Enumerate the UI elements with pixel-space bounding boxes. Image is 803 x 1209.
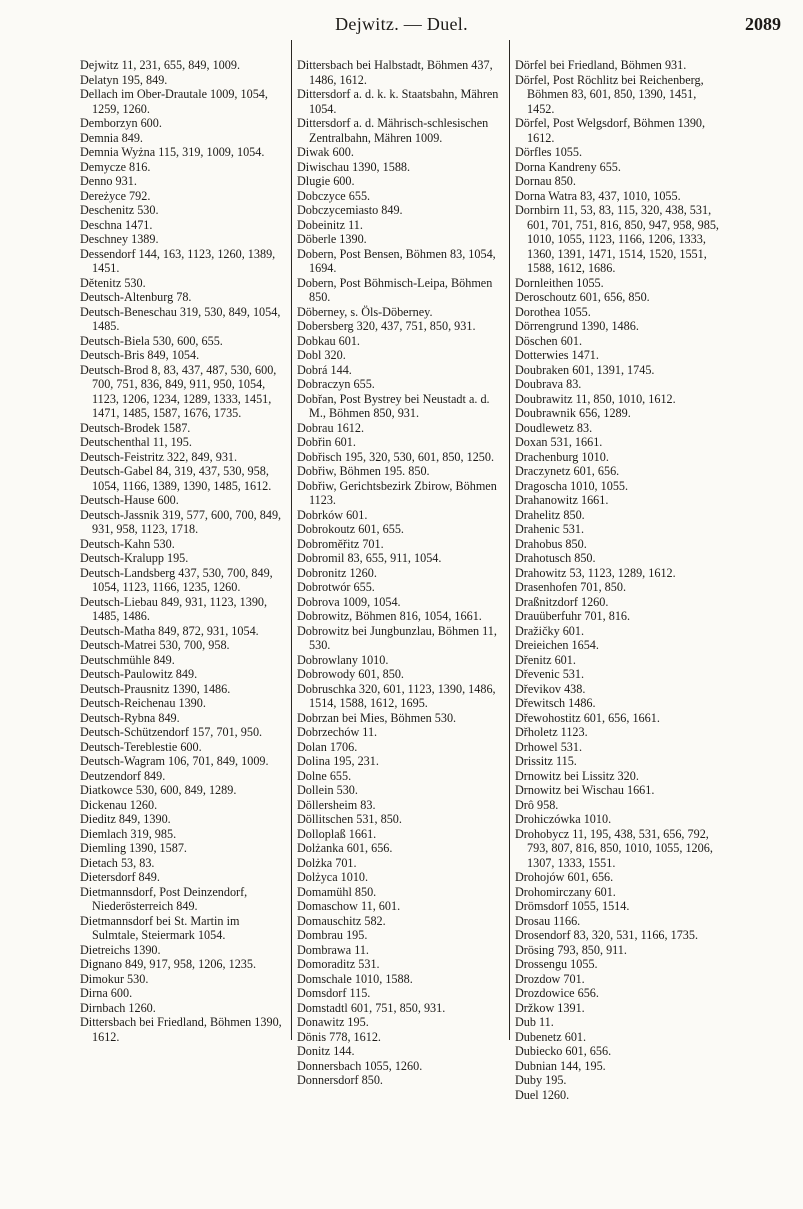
index-entry: Deutsch-Matha 849, 872, 931, 1054. [80,623,259,638]
index-entry: Deutsch-Kralupp 195. [80,551,189,565]
index-entry: Deutsch-Feistritz 322, 849, 931. [80,449,238,464]
index-entry: Drozdow 701. [515,971,585,986]
index-entry: Domauschitz 582. [297,913,386,928]
index-entry: Dřholetz 1123. [515,725,588,739]
index-entry: Demborzyn 600. [80,116,162,130]
index-entry: Dittersdorf a. d. k. k. Staatsbahn, Mähren 1054. [297,87,499,116]
index-entry: Donawitz 195. [297,1015,369,1029]
index-entry: Deutsch-Brodek 1587. [80,420,191,435]
index-entry: Drohiczówka 1010. [515,812,612,826]
index-entry: Dieditz 849, 1390. [80,812,171,826]
index-entry: Deschney 1389. [80,232,159,246]
index-entry: Drô 958. [515,797,559,812]
index-column-1 [80,58,286,1044]
index-entry: Dorna Kandreny 655. [515,159,621,174]
index-entry: Deutsch-Liebau 849, 931, 1123, 1390, 1485, 1486. [80,594,268,623]
index-entry: Dörfel, Post Welgsdorf, Böhmen 1390, 1612. [515,116,706,145]
index-entry: Dobřin 601. [297,435,356,449]
index-entry: Dlugie 600. [297,174,355,188]
index-entry: Dörfles 1055. [515,145,583,159]
index-entry: Dobrowitz bei Jungbunzlau, Böhmen 11, 530. [297,623,497,652]
index-entry: Dolloplaß 1661. [297,826,377,841]
index-entry: Drosau 1166. [515,913,581,928]
index-entry: Dubiecko 601, 656. [515,1044,612,1058]
index-entry: Diemling 1390, 1587. [80,841,187,855]
index-entry: Deutsch-Rybna 849. [80,710,180,725]
index-entry: Deutsch-Bris 849, 1054. [80,348,200,362]
index-entry: Deutzendorf 849. [80,768,166,783]
index-entry: Deutsch-Kahn 530. [80,536,175,551]
index-entry: Dřevenic 531. [515,667,585,681]
index-entry: Dobřisch 195, 320, 530, 601, 850, 1250. [297,449,495,464]
index-entry: Diwischau 1390, 1588. [297,159,411,174]
page-header [0,10,803,40]
index-entry: Dignano 849, 917, 958, 1206, 1235. [80,957,257,971]
index-entry: Dombrau 195. [297,928,368,942]
index-entry: Döllersheim 83. [297,797,376,812]
index-entry: Deutsch-Beneschau 319, 530, 849, 1054, 1485. [80,304,281,333]
index-entry: Deutsch-Paulowitz 849. [80,667,198,681]
index-entry: Dobczycemiasto 849. [297,203,403,217]
index-entry: Dolżanka 601, 656. [297,841,393,855]
index-entry: Dobrków 601. [297,507,368,522]
index-entry: Dřevikov 438. [515,681,586,696]
index-entry: Dornau 850. [515,174,576,188]
index-entry: Dobkau 601. [297,333,360,348]
index-entry: Domschale 1010, 1588. [297,971,413,986]
index-entry: Dub 11. [515,1015,554,1029]
index-entry: Döberle 1390. [297,232,367,246]
index-entry: Dřewitsch 1486. [515,696,596,710]
index-entry: Dickenau 1260. [80,797,158,812]
index-entry: Drahobus 850. [515,536,587,551]
index-column-3 [515,58,725,1102]
index-entry: Držkow 1391. [515,1000,585,1015]
index-entry: Drahanowitz 1661. [515,493,609,507]
index-entry: Dobrzechów 11. [297,725,378,739]
index-entry: Deschna 1471. [80,217,153,232]
index-entry: Deutsch-Jassnik 319, 577, 600, 700, 849, 931, 958, 1123, 1718. [80,507,282,536]
index-entry: Dittersdorf a. d. Mährisch-schlesischen Zentralbahn, Mähren 1009. [297,116,489,145]
index-entry: Drahelitz 850. [515,507,585,522]
index-entry: Dietach 53, 83. [80,855,155,870]
index-entry: Dubnian 144, 195. [515,1058,606,1073]
index-entry: Domsdorf 115. [297,986,371,1000]
index-entry: Dolan 1706. [297,739,358,754]
index-entry: Deutsch-Landsberg 437, 530, 700, 849, 1054, 1123, 1166, 1235, 1260. [80,565,273,594]
index-entry: Dražičky 601. [515,623,585,638]
index-entry: Dessendorf 144, 163, 1123, 1260, 1389, 1451. [80,246,276,275]
index-entry: Dolina 195, 231. [297,754,379,768]
index-entry: Dietreichs 1390. [80,942,161,957]
page-title: Dejwitz. — Duel. [335,14,468,34]
index-entry: Dejwitz 11, 231, 655, 849, 1009. [80,58,241,72]
index-entry: Doubrawitz 11, 850, 1010, 1612. [515,391,676,406]
index-entry: Donnersbach 1055, 1260. [297,1058,423,1073]
index-entry: Deutschmühle 849. [80,652,175,667]
index-entry: Dobeinitz 11. [297,217,363,232]
index-entry: Deutsch-Gabel 84, 319, 437, 530, 958, 1054, 1166, 1389, 1390, 1485, 1612. [80,464,272,493]
index-entry: Drauüberfuhr 701, 816. [515,609,631,623]
index-entry: Drösing 793, 850, 911. [515,942,627,957]
index-entry: Dietmannsdorf, Post Deinzendorf, Niederösterreich 849. [80,884,248,913]
index-entry: Denno 931. [80,174,137,188]
index-entry: Dobromil 83, 655, 911, 1054. [297,551,442,565]
index-entry: Drohobycz 11, 195, 438, 531, 656, 792, 793, 807, 816, 850, 1010, 1055, 1206, 1307, 1333, 1551. [515,826,713,870]
index-entry: Dubenetz 601. [515,1029,587,1044]
index-entry: Deschenitz 530. [80,203,159,217]
index-entry: Dobrá 144. [297,362,352,377]
index-entry: Donitz 144. [297,1044,355,1058]
index-entry: Draßnitzdorf 1260. [515,594,609,609]
index-entry: Drozdowice 656. [515,986,599,1000]
index-entry: Domoraditz 531. [297,957,380,971]
index-entry: Dobrowlany 1010. [297,652,389,667]
index-entry: Drahenic 531. [515,522,585,536]
index-entry: Dobrau 1612. [297,420,365,435]
index-entry: Dobrokoutz 601, 655. [297,522,404,536]
index-entry: Drosendorf 83, 320, 531, 1166, 1735. [515,928,699,942]
index-entry: Doubrawnik 656, 1289. [515,406,631,420]
index-entry: Drachenburg 1010. [515,449,609,464]
index-entry: Dörfel, Post Röchlitz bei Reichenberg, Böhmen 83, 601, 850, 1390, 1451, 1452. [515,72,704,116]
index-entry: Dereżyce 792. [80,188,151,203]
index-entry: Drnowitz bei Lissitz 320. [515,768,639,783]
index-entry: Drossengu 1055. [515,957,598,971]
index-entry: Drahowitz 53, 1123, 1289, 1612. [515,565,676,580]
index-entry: Demnia Wyżna 115, 319, 1009, 1054. [80,145,265,159]
index-entry: Dorothea 1055. [515,304,591,319]
index-entry: Dobruschka 320, 601, 1123, 1390, 1486, 1514, 1588, 1612, 1695. [297,681,496,710]
index-entry: Diemlach 319, 985. [80,826,177,841]
index-entry: Drahotusch 850. [515,551,596,565]
index-entry: Dörfel bei Friedland, Böhmen 931. [515,58,687,72]
index-entry: Deutsch-Reichenau 1390. [80,696,206,710]
index-entry: Dolżka 701. [297,855,357,870]
index-entry: Dobl 320. [297,348,346,362]
index-entry: Dörrengrund 1390, 1486. [515,319,639,333]
index-entry: Dobronitz 1260. [297,565,377,580]
index-entry: Deutsch-Wagram 106, 701, 849, 1009. [80,754,269,768]
index-entry: Drissitz 115. [515,754,577,768]
index-entry: Demnia 849. [80,130,143,145]
index-entry: Dobrotwór 655. [297,580,375,594]
index-entry: Dönis 778, 1612. [297,1029,381,1044]
index-entry: Dotterwies 1471. [515,348,599,362]
index-entry: Dietersdorf 849. [80,870,160,884]
page-number: 2089 [745,14,781,34]
index-entry: Drnowitz bei Wischau 1661. [515,783,655,797]
index-entry: Deutsch-Altenburg 78. [80,290,192,304]
index-entry: Deutsch-Brod 8, 83, 437, 487, 530, 600, 700, 751, 836, 849, 911, 950, 1054, 1123, 1206, 1234, 1289, 1333, 1451, 1471, 1485, 1587, 1676, 1735. [80,362,277,420]
index-entry: Deutsch-Schützendorf 157, 701, 950. [80,725,263,739]
index-entry: Donnersdorf 850. [297,1073,383,1087]
index-entry: Döberney, s. Öls-Döberney. [297,304,433,319]
index-entry: Drohojów 601, 656. [515,870,614,884]
index-entry: Doubrava 83. [515,377,582,391]
index-entry: Deutsch-Hause 600. [80,493,179,507]
index-entry: Dreieichen 1654. [515,638,599,652]
column-divider [291,40,292,1040]
index-entry: Dornbirn 11, 53, 83, 115, 320, 438, 531, 601, 701, 751, 816, 850, 947, 958, 985, 1010, 1055, 1123, 1166, 1206, 1333, 1360, 1391, 1471, 1514, 1520, 1551, 1588, 1612, 1686. [515,203,719,275]
index-entry: Duby 195. [515,1073,567,1087]
index-entry: Domstadtl 601, 751, 850, 931. [297,1000,446,1015]
index-entry: Deutsch-Tereblestie 600. [80,739,202,754]
index-entry: Dobrova 1009, 1054. [297,594,401,609]
index-entry: Dimokur 530. [80,971,149,986]
index-entry: Dollein 530. [297,783,358,797]
index-entry: Diatkowce 530, 600, 849, 1289. [80,783,237,797]
index-entry: Demycze 816. [80,159,151,174]
index-entry: Dornleithen 1055. [515,275,604,290]
index-entry: Deutsch-Prausnitz 1390, 1486. [80,681,231,696]
index-entry: Drömsdorf 1055, 1514. [515,899,630,913]
index-entry: Deroschoutz 601, 656, 850. [515,290,650,304]
index-entry: Dobřiw, Böhmen 195. 850. [297,464,430,478]
index-entry: Dobczyce 655. [297,188,371,203]
index-entry: Dobern, Post Bensen, Böhmen 83, 1054, 1694. [297,246,496,275]
index-entry: Dobřan, Post Bystrey bei Neustadt a. d. M., Böhmen 850, 931. [297,391,490,420]
index-entry: Dellach im Ober-Drautale 1009, 1054, 1259, 1260. [80,87,268,116]
index-entry: Dobřiw, Gerichtsbezirk Zbirow, Böhmen 1123. [297,478,497,507]
index-entry: Dietmannsdorf bei St. Martin im Sulmtale, Steiermark 1054. [80,913,240,942]
index-entry: Dolżyca 1010. [297,870,369,884]
index-entry: Dolne 655. [297,768,352,783]
index-entry: Dobrzan bei Mies, Böhmen 530. [297,710,457,725]
index-entry: Domamühl 850. [297,884,377,899]
index-entry: Deutsch-Matrei 530, 700, 958. [80,638,230,652]
index-entry: Drohomirczany 601. [515,884,616,899]
index-entry: Döllitschen 531, 850. [297,812,402,826]
index-entry: Delatyn 195, 849. [80,72,168,87]
index-entry: Dobern, Post Böhmisch-Leipa, Böhmen 850. [297,275,493,304]
index-entry: Dětenitz 530. [80,275,146,290]
index-entry: Deutschenthal 11, 195. [80,435,192,449]
index-entry: Diwak 600. [297,145,354,159]
index-entry: Draczynetz 601, 656. [515,464,620,478]
index-entry: Dirnbach 1260. [80,1000,156,1015]
index-entry: Dombrawa 11. [297,942,369,957]
index-entry: Dobroměřitz 701. [297,536,384,551]
index-column-2 [297,58,504,1088]
index-entry: Deutsch-Biela 530, 600, 655. [80,333,223,348]
index-entry: Dobraczyn 655. [297,377,375,391]
index-entry: Dittersbach bei Friedland, Böhmen 1390, 1612. [80,1015,282,1044]
index-entry: Dobersberg 320, 437, 751, 850, 931. [297,319,476,333]
index-entry: Duel 1260. [515,1087,570,1102]
index-entry: Dirna 600. [80,986,133,1000]
index-entry: Dorna Watra 83, 437, 1010, 1055. [515,188,681,203]
index-entry: Dřewohostitz 601, 656, 1661. [515,710,660,725]
index-entry: Dobrowody 601, 850. [297,667,404,681]
index-entry: Doubraken 601, 1391, 1745. [515,362,655,377]
index-entry: Döschen 601. [515,333,583,348]
index-entry: Dobrowitz, Böhmen 816, 1054, 1661. [297,609,482,623]
index-entry: Dittersbach bei Halbstadt, Böhmen 437, 1486, 1612. [297,58,493,87]
index-entry: Drasenhofen 701, 850. [515,580,627,594]
index-entry: Dragoscha 1010, 1055. [515,478,629,493]
column-divider [509,40,510,1040]
index-entry: Doudlewetz 83. [515,420,593,435]
index-entry: Drhowel 531. [515,739,583,754]
index-entry: Dřenitz 601. [515,652,576,667]
index-entry: Doxan 531, 1661. [515,435,603,449]
index-entry: Domaschow 11, 601. [297,899,401,913]
